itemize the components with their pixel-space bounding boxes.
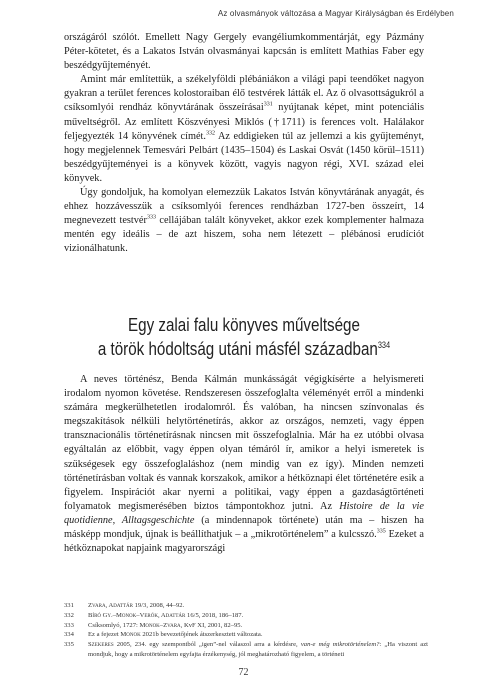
paragraph: országáról szólót. Emellett Nagy Gergely evangéliumkommentárját, egy Pázmány Péter-kötetet, és a Lakatos István olvasmányai kapcsán is említett Mathias Faber egy beszédgyűjteményét. (64, 32, 424, 72)
footnote-text: Csíksomlyó, 1727: Monok–Zvara, KvF XI, 2001, 82–95. (88, 621, 243, 629)
chapter-title-line-2: a török hódoltság utáni másfél században (97, 338, 378, 359)
footnote-number: 335 (64, 641, 74, 649)
chapter-footnote-ref[interactable]: 334 (377, 339, 391, 350)
footnote-text: Zvara, Adattár 19/3, 2008, 44–92. (88, 602, 185, 609)
paragraph: Amint már említettük, a székelyföldi plébániákon a világi papi teendőket nagyon gyakran a terület ferences kolostoraiban élő testvérek látták el. Az ő olvasottságukról a csíksomlyói rendház könyvtárának összeírásai$^{331}$ nyújtanak képet, mint potenciális műveltségről. Az említett Köszvényesi Miklós (†1711) is ferences volt. Halálakor feljegyezték 14 könyvének címét.$^{332}$ Az eddigieken túl az jellemzi a kis gyűjteményt, hogy megjelennek Temesvári Pelbárt (1435–1504) és Laskai Osvát (1450 körül–1511) beszédgyűjteményei is a könyvek között, vagyis nagyon régi, XVI. század elei könyvek. (64, 74, 425, 184)
footnote-text: Bíró Gy.–Monok–Verók, Adattár 16/5, 2018, 186–187. (88, 611, 244, 619)
footnote-text: Szekeres 2005, 234. egy szempontból „igen”-nel válaszol arra a kérdésre, van-e még mikrotörténelem?: „Ha viszont azt mondjuk, hogy a mikrotörténelem egyfajta érzékenység, jól meghatározható figyelem, a történeti (88, 641, 428, 658)
footnote (64, 601, 428, 611)
footnote-ref[interactable]: 333 (146, 214, 156, 221)
footnote-ref[interactable]: 332 (205, 130, 215, 137)
footnote (64, 630, 428, 640)
author-citation: Bíró Gy.–Monok–Verók, Adattár (88, 611, 186, 619)
paragraph: Úgy gondoljuk, ha komolyan elemezzük Lakatos István könyvtárának anyagát, és ehhez hozzávesszük a csíksomlyói ferences rendházban 1727-ben összeírt, 14 megnevezett testvér$^{333}$ cellájában talált könyveket, akkor ezek komplementer halmaza mentén egy ideális – de azt hiszem, soha nem létezett – plébánosi erudíciót vizionálhatunk. (64, 187, 424, 255)
footnotes (64, 601, 428, 660)
body-text-bottom (64, 373, 424, 556)
author-citation: Monok (120, 631, 141, 639)
author-citation: Monok–Zvara (139, 621, 181, 629)
footnote-text: Ez a fejezet Monok 2021b bevezetőjének átszerkesztett változata. (88, 631, 263, 639)
author-citation: Zvara, Adattár (88, 602, 133, 609)
chapter-title (96, 313, 391, 361)
footnote (64, 611, 428, 621)
body-text-top (64, 31, 424, 257)
page-number: 72 (238, 667, 249, 678)
footnote-number: 334 (64, 631, 74, 639)
footnote-number: 333 (64, 621, 74, 629)
footnote (64, 621, 428, 631)
italic-text: Histoire de la vie quotidienne, Alltagsgeschichte (64, 500, 424, 526)
footnote-ref[interactable]: 335 (376, 528, 386, 535)
paragraph: A neves történész, Benda Kálmán munkásságát végigkísérte a helyismereti irodalom nyomon követése. Rendszeresen összefoglalta véleményét erről a mindenki számára megkerülhetetlen irodalomról. És valóban, ha nincsen színvonalas és megszakítások nélküli helytörténetírás, akkor az országos, nemzeti, vagy éppen transznacionális történetírásnak nincsen mit összefoglalnia. Már ha ez utóbbi olvasa egyáltalán az előbbit, vagy éppen olyan témáról ír, amikor a helyi ismeretek is szükségesek egy összefoglaláshoz (nem mindig van ez így). Minden nemzeti történetírásban voltak és vannak korszakok, amikor a hétköznapi élet történetére esik a figyelem. Inspirációt akar nyerni a politikai, vagy éppen a gazdaságtörténeti folyamatok megismerésében biztos támpontokhoz jutni. Az Histoire de la vie quotidienne, Alltagsgeschichte (a mindennapok története) után ma – hiszen ha másképp mondjuk, újnak is beállíthatjuk – a „mikrotörténelem” a kulcsszó.$^{335}$ Ezeket a hétköznapokat napjaink magyarországi (64, 374, 424, 555)
author-citation: Szekeres (88, 641, 114, 649)
footnote-number: 331 (64, 602, 74, 609)
italic-text: van-e még mikrotörténelem? (300, 641, 380, 649)
footnote-number: 332 (64, 611, 74, 619)
footnote (64, 640, 428, 660)
chapter-title-line-1: Egy zalai falu könyves műveltsége (128, 314, 360, 335)
running-header: Az olvasmányok változása a Magyar Királyságban és Erdélyben (217, 9, 454, 18)
footnote-ref[interactable]: 331 (263, 102, 273, 109)
